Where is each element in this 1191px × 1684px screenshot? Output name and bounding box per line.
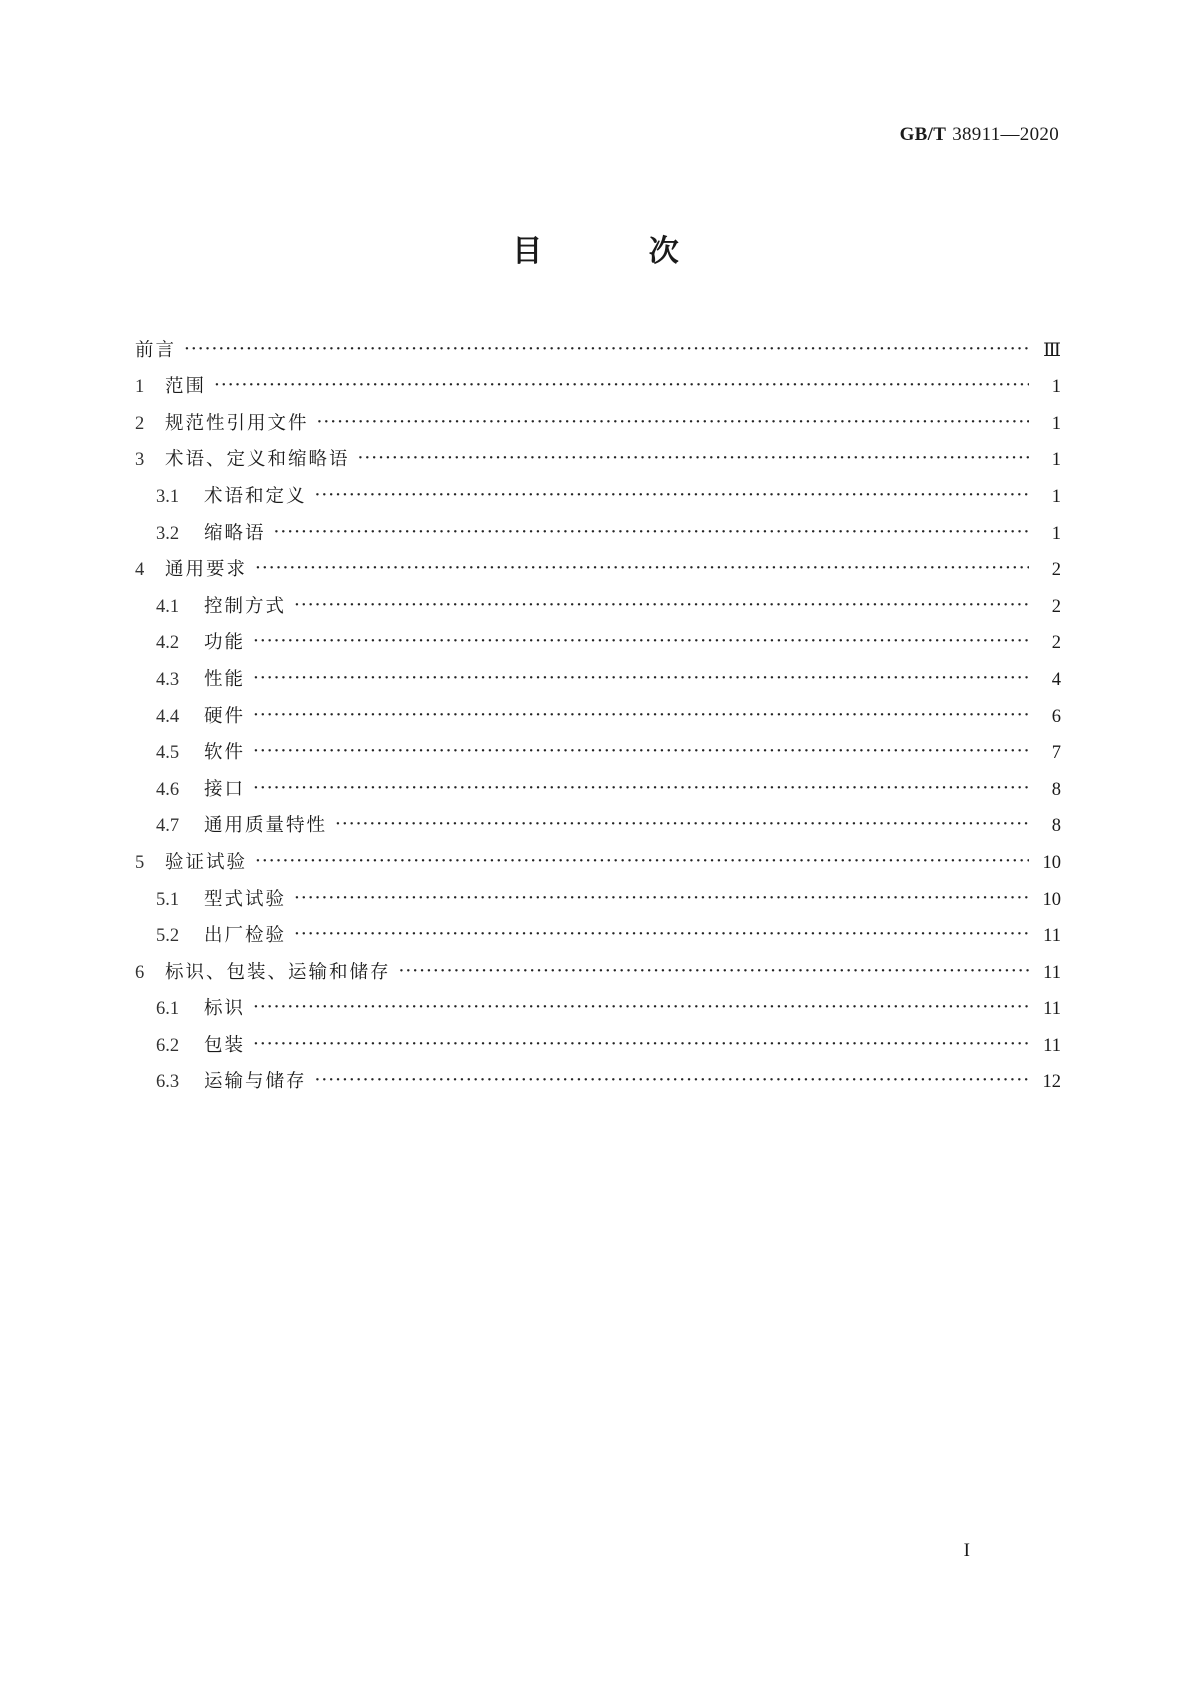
toc-leader-dots (253, 778, 1029, 799)
toc-entry-number: 3 (135, 450, 145, 471)
standard-number: 38911—2020 (952, 124, 1059, 145)
toc-entry-title: 前言 (135, 339, 177, 361)
toc-leader-dots (253, 997, 1029, 1018)
toc-leader-dots (253, 1034, 1029, 1055)
toc-entry-number: 6.2 (156, 1035, 180, 1056)
toc-entry-page: 2 (1051, 633, 1061, 654)
toc-leader-dots (317, 412, 1029, 433)
toc-entry-title: 通用要求 (165, 559, 248, 581)
table-of-contents (135, 325, 1061, 1093)
toc-leader-dots (255, 558, 1029, 579)
toc-entry-number: 1 (135, 377, 145, 398)
toc-leader-dots (399, 961, 1029, 982)
toc-entry-number: 5 (135, 852, 145, 873)
toc-entry-page: 8 (1051, 816, 1061, 837)
toc-entry-title: 运输与储存 (204, 1071, 307, 1093)
toc-entry[interactable] (135, 471, 1061, 508)
toc-entry[interactable] (135, 691, 1061, 728)
toc-entry-number: 3.2 (156, 523, 180, 544)
page-number: I (963, 1540, 970, 1561)
toc-entry-title: 验证试验 (165, 851, 248, 873)
toc-entry-title: 出厂检验 (204, 925, 287, 947)
toc-entry[interactable] (135, 325, 1061, 362)
toc-entry-page: 11 (1043, 962, 1061, 983)
toc-entry-page: Ⅲ (1043, 340, 1061, 361)
toc-entry-page: 2 (1051, 560, 1061, 581)
toc-entry[interactable] (135, 874, 1061, 911)
toc-entry-number: 4.1 (156, 596, 180, 617)
toc-leader-dots (253, 631, 1029, 652)
toc-entry-number: 6.1 (156, 999, 180, 1020)
toc-entry[interactable] (135, 362, 1061, 399)
toc-entry-title: 型式试验 (204, 888, 287, 910)
standard-code (900, 124, 1059, 146)
toc-entry[interactable] (135, 508, 1061, 545)
toc-entry-title: 通用质量特性 (204, 815, 328, 837)
toc-leader-dots (335, 814, 1029, 835)
toc-entry-number: 6 (135, 962, 145, 983)
toc-entry-number: 4.3 (156, 669, 180, 690)
toc-entry-page: 11 (1043, 926, 1061, 947)
toc-entry[interactable] (135, 1057, 1061, 1094)
toc-entry[interactable] (135, 435, 1061, 472)
toc-entry[interactable] (135, 581, 1061, 618)
toc-entry-page: 10 (1042, 852, 1061, 873)
toc-leader-dots (253, 705, 1029, 726)
toc-leader-dots (214, 375, 1029, 396)
toc-entry-title: 术语和定义 (204, 485, 307, 507)
toc-entry[interactable] (135, 984, 1061, 1021)
toc-leader-dots (294, 595, 1029, 616)
standard-prefix: GB/T (899, 124, 947, 145)
toc-leader-dots (294, 888, 1029, 909)
toc-entry-page: 2 (1051, 596, 1061, 617)
toc-entry-title: 范围 (165, 376, 207, 398)
toc-leader-dots (253, 741, 1029, 762)
toc-entry-page: 10 (1042, 889, 1061, 910)
page-title: 目 次 (512, 234, 727, 269)
toc-entry-title: 接口 (204, 778, 246, 800)
toc-entry-title: 标识、包装、运输和储存 (165, 961, 391, 983)
toc-entry[interactable] (135, 398, 1061, 435)
toc-leader-dots (274, 522, 1029, 543)
toc-entry-number: 5.1 (156, 889, 180, 910)
toc-entry-number: 4.2 (156, 633, 180, 654)
toc-entry-page: 1 (1051, 377, 1061, 398)
toc-entry-number: 3.1 (156, 486, 180, 507)
toc-entry-page: 4 (1051, 669, 1061, 690)
toc-entry[interactable] (135, 1020, 1061, 1057)
toc-entry-number: 5.2 (156, 926, 180, 947)
toc-entry[interactable] (135, 618, 1061, 655)
toc-entry[interactable] (135, 764, 1061, 801)
toc-entry-number: 2 (135, 413, 145, 434)
toc-entry-title: 性能 (204, 668, 246, 690)
toc-entry-number: 6.3 (156, 1072, 180, 1093)
toc-entry-title: 控制方式 (204, 595, 287, 617)
toc-entry[interactable] (135, 654, 1061, 691)
toc-leader-dots (358, 448, 1029, 469)
toc-entry-title: 缩略语 (204, 522, 266, 544)
toc-entry-number: 4.5 (156, 743, 180, 764)
toc-entry-title: 软件 (204, 742, 246, 764)
toc-entry-number: 4 (135, 560, 145, 581)
toc-entry-title: 包装 (204, 1034, 246, 1056)
toc-leader-dots (184, 339, 1029, 360)
toc-entry-page: 6 (1051, 706, 1061, 727)
toc-entry[interactable] (135, 545, 1061, 582)
toc-entry-page: 1 (1051, 450, 1061, 471)
toc-entry-page: 11 (1043, 1035, 1061, 1056)
toc-leader-dots (315, 485, 1029, 506)
toc-leader-dots (255, 851, 1029, 872)
toc-leader-dots (315, 1070, 1029, 1091)
toc-entry[interactable] (135, 728, 1061, 765)
toc-entry-number: 4.4 (156, 706, 180, 727)
toc-entry[interactable] (135, 837, 1061, 874)
toc-entry-title: 标识 (204, 998, 246, 1020)
toc-entry-number: 4.7 (156, 816, 180, 837)
toc-entry-page: 1 (1051, 486, 1061, 507)
toc-entry-page: 8 (1051, 779, 1061, 800)
toc-entry[interactable] (135, 911, 1061, 948)
toc-entry[interactable] (135, 947, 1061, 984)
toc-entry-number: 4.6 (156, 779, 180, 800)
toc-entry-page: 1 (1051, 413, 1061, 434)
toc-entry-title: 功能 (204, 632, 246, 654)
toc-entry-title: 硬件 (204, 705, 246, 727)
toc-entry-page: 12 (1042, 1072, 1061, 1093)
toc-entry-title: 术语、定义和缩略语 (165, 449, 350, 471)
toc-entry-page: 1 (1051, 523, 1061, 544)
toc-entry-title: 规范性引用文件 (165, 412, 309, 434)
toc-leader-dots (294, 924, 1029, 945)
toc-leader-dots (253, 668, 1029, 689)
toc-entry[interactable] (135, 801, 1061, 838)
toc-entry-page: 7 (1051, 743, 1061, 764)
toc-entry-page: 11 (1043, 999, 1061, 1020)
